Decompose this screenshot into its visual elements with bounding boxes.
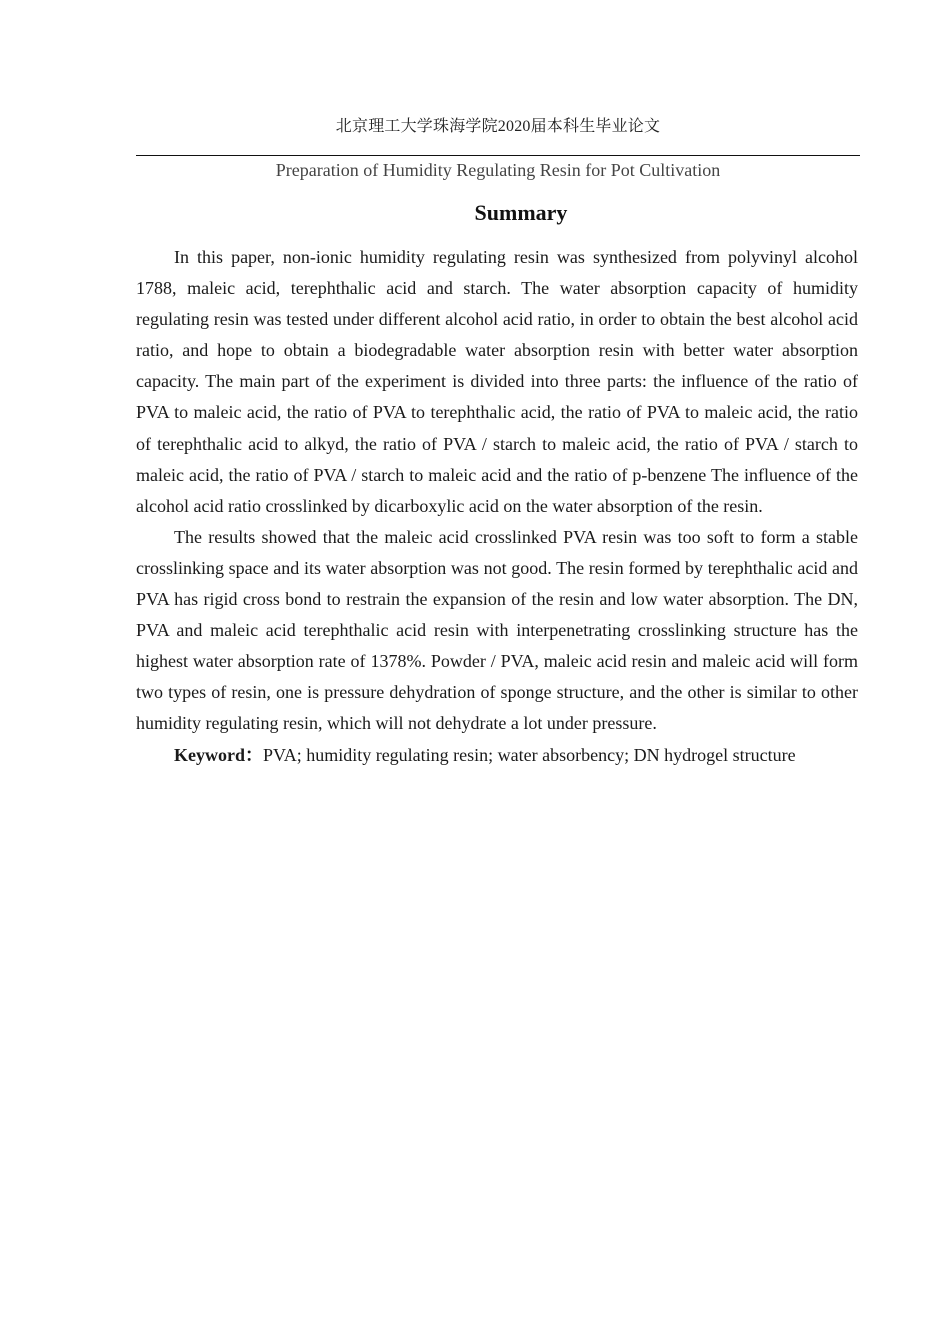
summary-paragraph-1: In this paper, non-ionic humidity regulating resin was synthesized from polyvinyl alcohol 1788, maleic acid, terephthalic acid and starch. The water absorption capacity of humidity regulating resin was tested under different alcohol acid ratio, in order to obtain the best alcohol acid ratio, and hope to obtain a biodegradable water absorption resin with better water absorption capacity. The main part of the experiment is divided into three parts: the influence of the ratio of PVA to maleic acid, the ratio of PVA to terephthalic acid, the ratio of PVA to maleic acid, the ratio of terephthalic acid to alkyd, the ratio of PVA / starch to maleic acid, the ratio of PVA / starch to maleic acid, the ratio of PVA / starch to maleic acid and the ratio of p-benzene The influence of the alcohol acid ratio crosslinked by dicarboxylic acid on the water absorption of the resin. xyxy=(136,247,858,516)
header-rule xyxy=(136,155,860,156)
keywords-text: PVA; humidity regulating resin; water absorbency; DN hydrogel structure xyxy=(263,744,796,765)
summary-paragraph-2: The results showed that the maleic acid crosslinked PVA resin was too soft to form a stable crosslinking space and its water absorption was not good. The resin formed by terephthalic acid and PVA has rigid cross bond to restrain the expansion of the resin and low water absorption. The DN, PVA and maleic acid terephthalic acid resin with interpenetrating crosslinking structure has the highest water absorption rate of 1378%. Powder / PVA, maleic acid resin and maleic acid will form two types of resin, one is pressure dehydration of sponge structure, and the other is similar to other humidity regulating resin, which will not dehydrate a lot under pressure. xyxy=(136,526,858,734)
keywords-line xyxy=(136,740,858,771)
section-heading: Summary xyxy=(474,200,568,225)
keywords-label: Keyword： xyxy=(174,744,263,765)
running-header: 北京理工大学珠海学院2020届本科生毕业论文 xyxy=(335,118,661,135)
summary-body xyxy=(136,242,858,771)
document-title: Preparation of Humidity Regulating Resin for Pot Cultivation xyxy=(275,160,721,180)
